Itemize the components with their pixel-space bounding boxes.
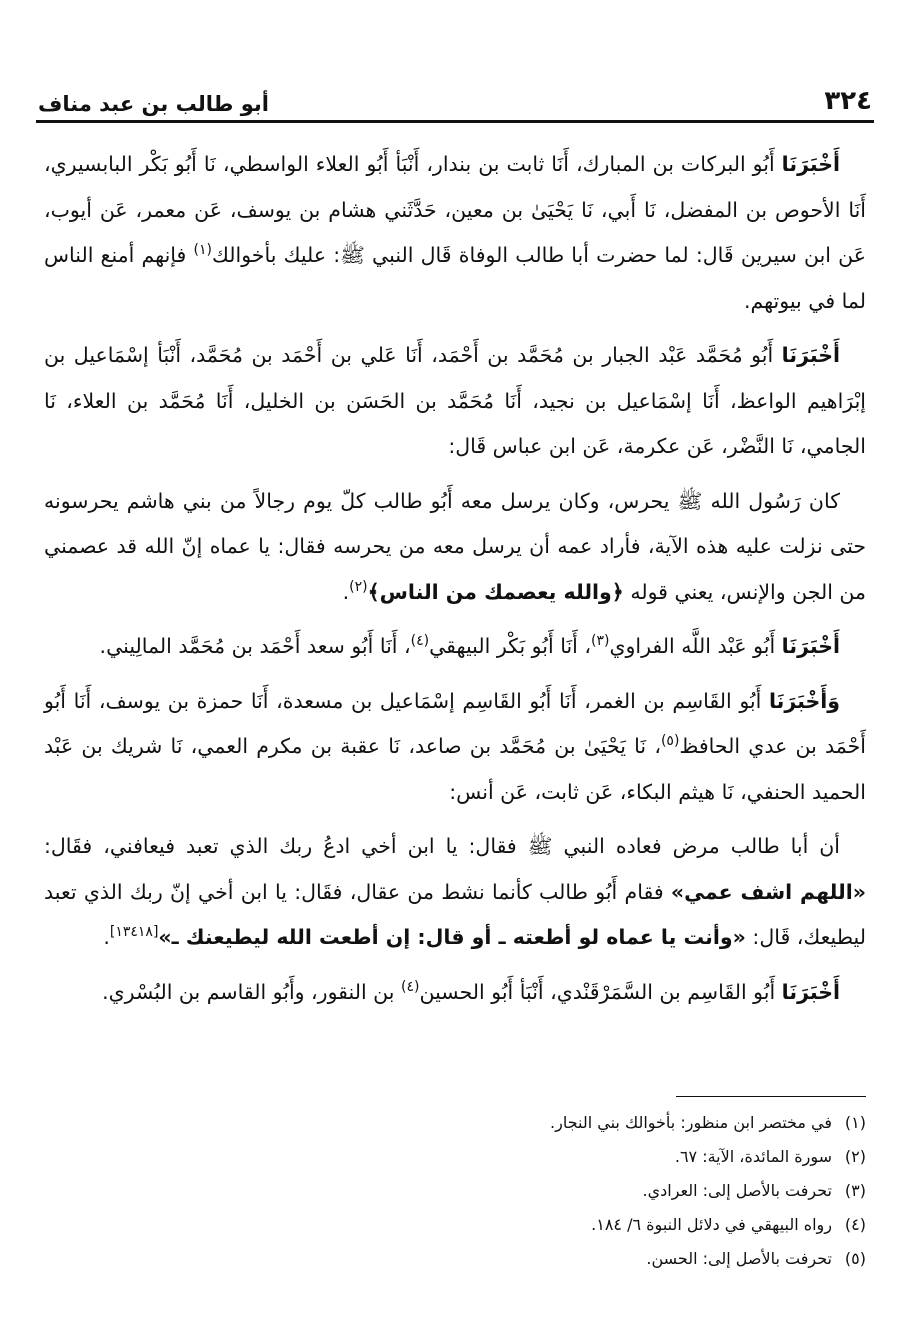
footnote-ref: (٤) — [401, 978, 420, 995]
paragraph-7 — [44, 970, 866, 1016]
footnote-ref-2: (٤) — [410, 633, 430, 650]
footnote-5 — [200, 1242, 866, 1276]
footnote-number: (٤) — [844, 1215, 866, 1234]
isnad-keyword: أَخْبَرَنَا — [781, 343, 840, 367]
paragraph-tail: . — [342, 579, 350, 604]
footnotes — [200, 1106, 866, 1276]
header-divider — [36, 120, 874, 123]
isnad-keyword: أَخْبَرَنَا — [781, 152, 840, 176]
footnote-number: (٢) — [844, 1147, 866, 1166]
main-text — [44, 142, 866, 1024]
footnote-4 — [200, 1208, 866, 1242]
paragraph-6 — [44, 824, 866, 961]
page-header — [38, 78, 872, 116]
footnote-number: (١) — [844, 1113, 866, 1132]
running-title: أبو طالب بن عبد مناف — [38, 92, 269, 116]
paragraph-4 — [44, 624, 866, 670]
paragraph-text: أَبُو القَاسِم بن الغمر، أَنَا أَبُو القَاسِم إسْمَاعيل بن مسعدة، أَنَا حمزة بن يوسف، أَنَا أَبُو أَحْمَد بن عدي الحافظ — [44, 688, 866, 758]
paragraph-text: أَبُو مُحَمَّد عَبْد الجبار بن مُحَمَّد بن أَحْمَد، أَنَا عَلي بن أَحْمَد بن مُحَمَّد، أَنْبَأ إسْمَاعيل بن إبْرَاهيم الواعظ، أَنَا إسْمَاعيل بن نجيد، أَنَا مُحَمَّد بن الحَسَن بن الخليل، أَنَا مُحَمَّد بن العلاء، نَا الجامي، نَا النَّضْر، عَن عكرمة، عَن ابن عباس قَال: — [44, 343, 866, 458]
paragraph-tail: ، أَنَا أَبُو سعد أَحْمَد بن مُحَمَّد المالِيني. — [99, 634, 411, 658]
paragraph-text: كان رَسُول الله ﷺ يحرس، وكان يرسل معه أَبُو طالب كلّ يوم رجالاً من بني هاشم يحرسونه حتى نزلت عليه هذه الآية، فأراد عمه أن يرسل معه من يحرسه فقال: يا عماه إنّ الله قد عصمني من الجن والإنس، يعني قوله — [44, 488, 866, 604]
paragraph-tail: . — [103, 925, 110, 949]
footnote-3 — [200, 1174, 866, 1208]
paragraph-tail: بن النقور، وأَبُو القاسم بن البُسْري. — [102, 979, 402, 1004]
footnote-ref: (٢) — [349, 578, 368, 595]
paragraph-text: أَبُو عَبْد اللَّه الفراوي — [609, 634, 782, 658]
footnote-ref: (٣) — [590, 633, 610, 650]
footnote-text: سورة المائدة، الآية: ٦٧. — [674, 1147, 832, 1166]
paragraph-text: أن أبا طالب مرض فعاده النبي ﷺ فقال: يا ابن أخي ادعُ ربك الذي تعبد فيعافني، فقَال: — [44, 834, 840, 858]
footnote-text: تحرفت بالأصل إلى: العرادي. — [642, 1181, 832, 1200]
isnad-keyword: وَأَخْبَرَنَا — [768, 688, 840, 713]
paragraph-5 — [44, 679, 866, 816]
footnote-text: رواه البيهقي في دلائل النبوة ٦/ ١٨٤. — [591, 1215, 832, 1234]
hadith-quote: «اللهم اشف عمي» — [670, 879, 866, 904]
footnote-ref: (١) — [193, 242, 212, 259]
footnote-text: في مختصر ابن منظور: بأخوالك بني النجار. — [550, 1113, 832, 1132]
hadith-number: [١٣٤١٨] — [109, 924, 159, 941]
footnote-text: تحرفت بالأصل إلى: الحسن. — [646, 1249, 832, 1268]
paragraph-text: أَبُو القَاسِم بن السَّمَرْقَنْدي، أَنْبَأ أَبُو الحسين — [419, 979, 782, 1004]
paragraph-text: أَبُو البركات بن المبارك، أَنَا ثابت بن بندار، أَنْبَأ أَبُو العلاء الواسطي، نَا أَبُو بَكْر البابسيري، أَنَا الأحوص بن المفضل، نَا أَبي، نَا يَحْيَىٰ بن معين، حَدَّثَني هشام بن يوسف، عَن معمر، عَن أيوب، عَن ابن سيرين قَال: لما حضرت أبا طالب الوفاة قَال النبي ﷺ: عليك بأخوالك — [44, 152, 866, 267]
paragraph-text-2: ، أَنَا أَبُو بَكْر البيهقي — [429, 634, 591, 658]
paragraph-text-2: فقام أَبُو طالب كأنما نشط من عقال، فقَال: يا ابن أخي إنّ ربك الذي تعبد ليطيعك، قَال: — [44, 879, 866, 949]
isnad-keyword: أَخْبَرَنَا — [781, 634, 840, 658]
footnote-1 — [200, 1106, 866, 1140]
paragraph-3 — [44, 479, 866, 616]
isnad-keyword: أَخْبَرَنَا — [781, 979, 840, 1004]
page-number: ٣٢٤ — [824, 86, 872, 116]
quran-quote: ﴿والله يعصمك من الناس﴾ — [367, 579, 624, 604]
footnote-2 — [200, 1140, 866, 1174]
footnote-ref: (٥) — [660, 733, 680, 750]
footnote-number: (٣) — [844, 1181, 866, 1200]
footnote-divider — [676, 1096, 866, 1097]
paragraph-1 — [44, 142, 866, 324]
paragraph-tail: ، نَا يَحْيَىٰ بن مُحَمَّد بن صاعد، نَا عقبة بن مكرم العمي، نَا شريك بن عَبْد الحميد الحنفي، نَا هيثم البكاء، عَن ثابت، عَن أنس: — [44, 734, 866, 804]
footnote-number: (٥) — [844, 1249, 866, 1268]
hadith-quote-2: «وأنت يا عماه لو أطعته ـ أو قال: إن أطعت الله ليطيعنك ـ» — [158, 925, 746, 949]
paragraph-tail: فإنهم أمنع الناس لما في بيوتهم. — [44, 243, 866, 313]
paragraph-2 — [44, 333, 866, 470]
